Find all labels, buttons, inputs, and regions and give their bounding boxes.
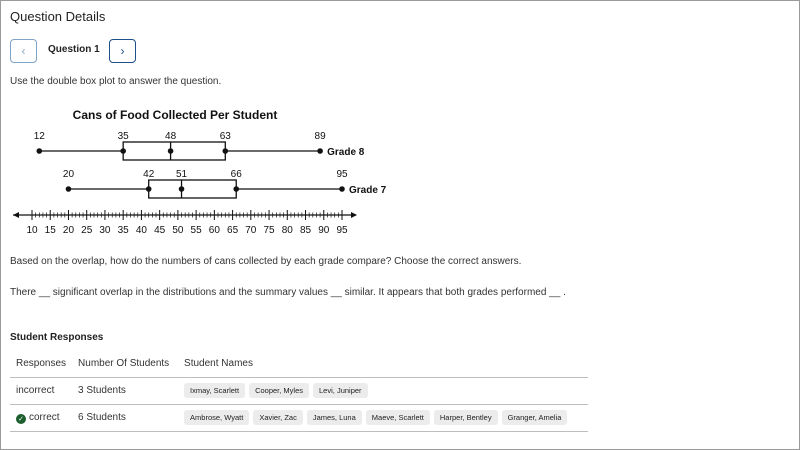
value-label-median: 51 bbox=[175, 169, 188, 180]
student-name-chip[interactable]: James, Luna bbox=[307, 410, 362, 425]
response-label: incorrect bbox=[16, 385, 55, 396]
question-instruction: Use the double box plot to answer the question. bbox=[10, 76, 222, 87]
value-label-median: 48 bbox=[165, 131, 177, 142]
point-median bbox=[168, 148, 174, 154]
header-responses: Responses bbox=[10, 350, 72, 377]
axis-arrow-left-icon bbox=[13, 212, 19, 218]
tick-label: 95 bbox=[336, 225, 348, 236]
table-header-row bbox=[10, 350, 588, 377]
tick-label: 60 bbox=[208, 225, 220, 236]
point-q3 bbox=[222, 148, 228, 154]
student-name-chip[interactable]: Ambrose, Wyatt bbox=[184, 410, 249, 425]
point-min bbox=[66, 186, 72, 192]
response-label: correct bbox=[29, 411, 60, 423]
previous-question-button[interactable] bbox=[10, 39, 37, 63]
value-label-max: 95 bbox=[336, 169, 348, 180]
next-question-button[interactable] bbox=[109, 39, 136, 63]
value-label-min: 20 bbox=[62, 169, 75, 180]
check-circle-icon: ✓ bbox=[16, 414, 26, 424]
series-label: Grade 8 bbox=[327, 147, 365, 158]
header-student-names: Student Names bbox=[178, 350, 588, 377]
point-q1 bbox=[146, 186, 152, 192]
student-count: 3 Students bbox=[72, 377, 178, 404]
response-cell bbox=[10, 404, 72, 431]
point-q1 bbox=[120, 148, 126, 154]
chart-title: Cans of Food Collected Per Student bbox=[72, 108, 278, 122]
value-label-q3: 63 bbox=[219, 131, 231, 142]
value-label-max: 89 bbox=[314, 131, 326, 142]
student-name-chip[interactable]: Levi, Juniper bbox=[313, 383, 368, 398]
point-max bbox=[339, 186, 345, 192]
value-label-q1: 42 bbox=[143, 169, 155, 180]
axis-arrow-right-icon bbox=[351, 212, 357, 218]
student-name-chip[interactable]: Xavier, Zac bbox=[253, 410, 303, 425]
iqr-box bbox=[149, 180, 237, 198]
header-number-of-students: Number Of Students bbox=[72, 350, 178, 377]
tick-label: 15 bbox=[44, 225, 56, 236]
tick-label: 55 bbox=[190, 225, 202, 236]
tick-label: 70 bbox=[245, 225, 257, 236]
point-median bbox=[179, 186, 185, 192]
tick-label: 10 bbox=[26, 225, 38, 236]
student-name-chip[interactable]: Maeve, Scarlett bbox=[366, 410, 430, 425]
student-count: 6 Students bbox=[72, 404, 178, 431]
student-name-chip[interactable]: Ixmay, Scarlett bbox=[184, 383, 245, 398]
question-prompt: Based on the overlap, how do the numbers of cans collected by each grade compare? Choose the correct answers. bbox=[10, 256, 522, 267]
tick-label: 30 bbox=[99, 225, 111, 236]
tick-label: 85 bbox=[299, 225, 312, 236]
student-name-chip[interactable]: Granger, Amelia bbox=[502, 410, 568, 425]
student-responses-title: Student Responses bbox=[10, 332, 104, 343]
tick-label: 25 bbox=[81, 225, 93, 236]
tick-label: 80 bbox=[281, 225, 293, 236]
question-statement: There __ significant overlap in the distributions and the summary values __ similar. It appears that both grades performed __ . bbox=[10, 287, 566, 298]
point-min bbox=[36, 148, 42, 154]
point-q3 bbox=[233, 186, 239, 192]
student-responses-table bbox=[10, 350, 588, 432]
chevron-right-icon: › bbox=[120, 44, 125, 58]
student-names-cell bbox=[178, 377, 588, 404]
tick-label: 65 bbox=[227, 225, 239, 236]
tick-label: 50 bbox=[172, 225, 184, 236]
tick-label: 90 bbox=[318, 225, 330, 236]
point-max bbox=[317, 148, 323, 154]
page-title: Question Details bbox=[10, 9, 106, 24]
student-name-chip[interactable]: Cooper, Myles bbox=[249, 383, 309, 398]
value-label-q3: 66 bbox=[230, 169, 242, 180]
tick-label: 35 bbox=[117, 225, 129, 236]
response-cell bbox=[10, 377, 72, 404]
tick-label: 40 bbox=[135, 225, 147, 236]
value-label-q1: 35 bbox=[117, 131, 129, 142]
table-row bbox=[10, 404, 588, 431]
table-row bbox=[10, 377, 588, 404]
student-names-cell bbox=[178, 404, 588, 431]
tick-label: 20 bbox=[62, 225, 75, 236]
chevron-left-icon: ‹ bbox=[21, 44, 26, 58]
question-label: Question 1 bbox=[48, 44, 100, 55]
iqr-box bbox=[123, 142, 225, 160]
value-label-min: 12 bbox=[33, 131, 45, 142]
double-box-plot bbox=[0, 100, 420, 240]
series-label: Grade 7 bbox=[349, 185, 387, 196]
tick-label: 45 bbox=[154, 225, 166, 236]
tick-label: 75 bbox=[263, 225, 275, 236]
student-name-chip[interactable]: Harper, Bentley bbox=[434, 410, 498, 425]
